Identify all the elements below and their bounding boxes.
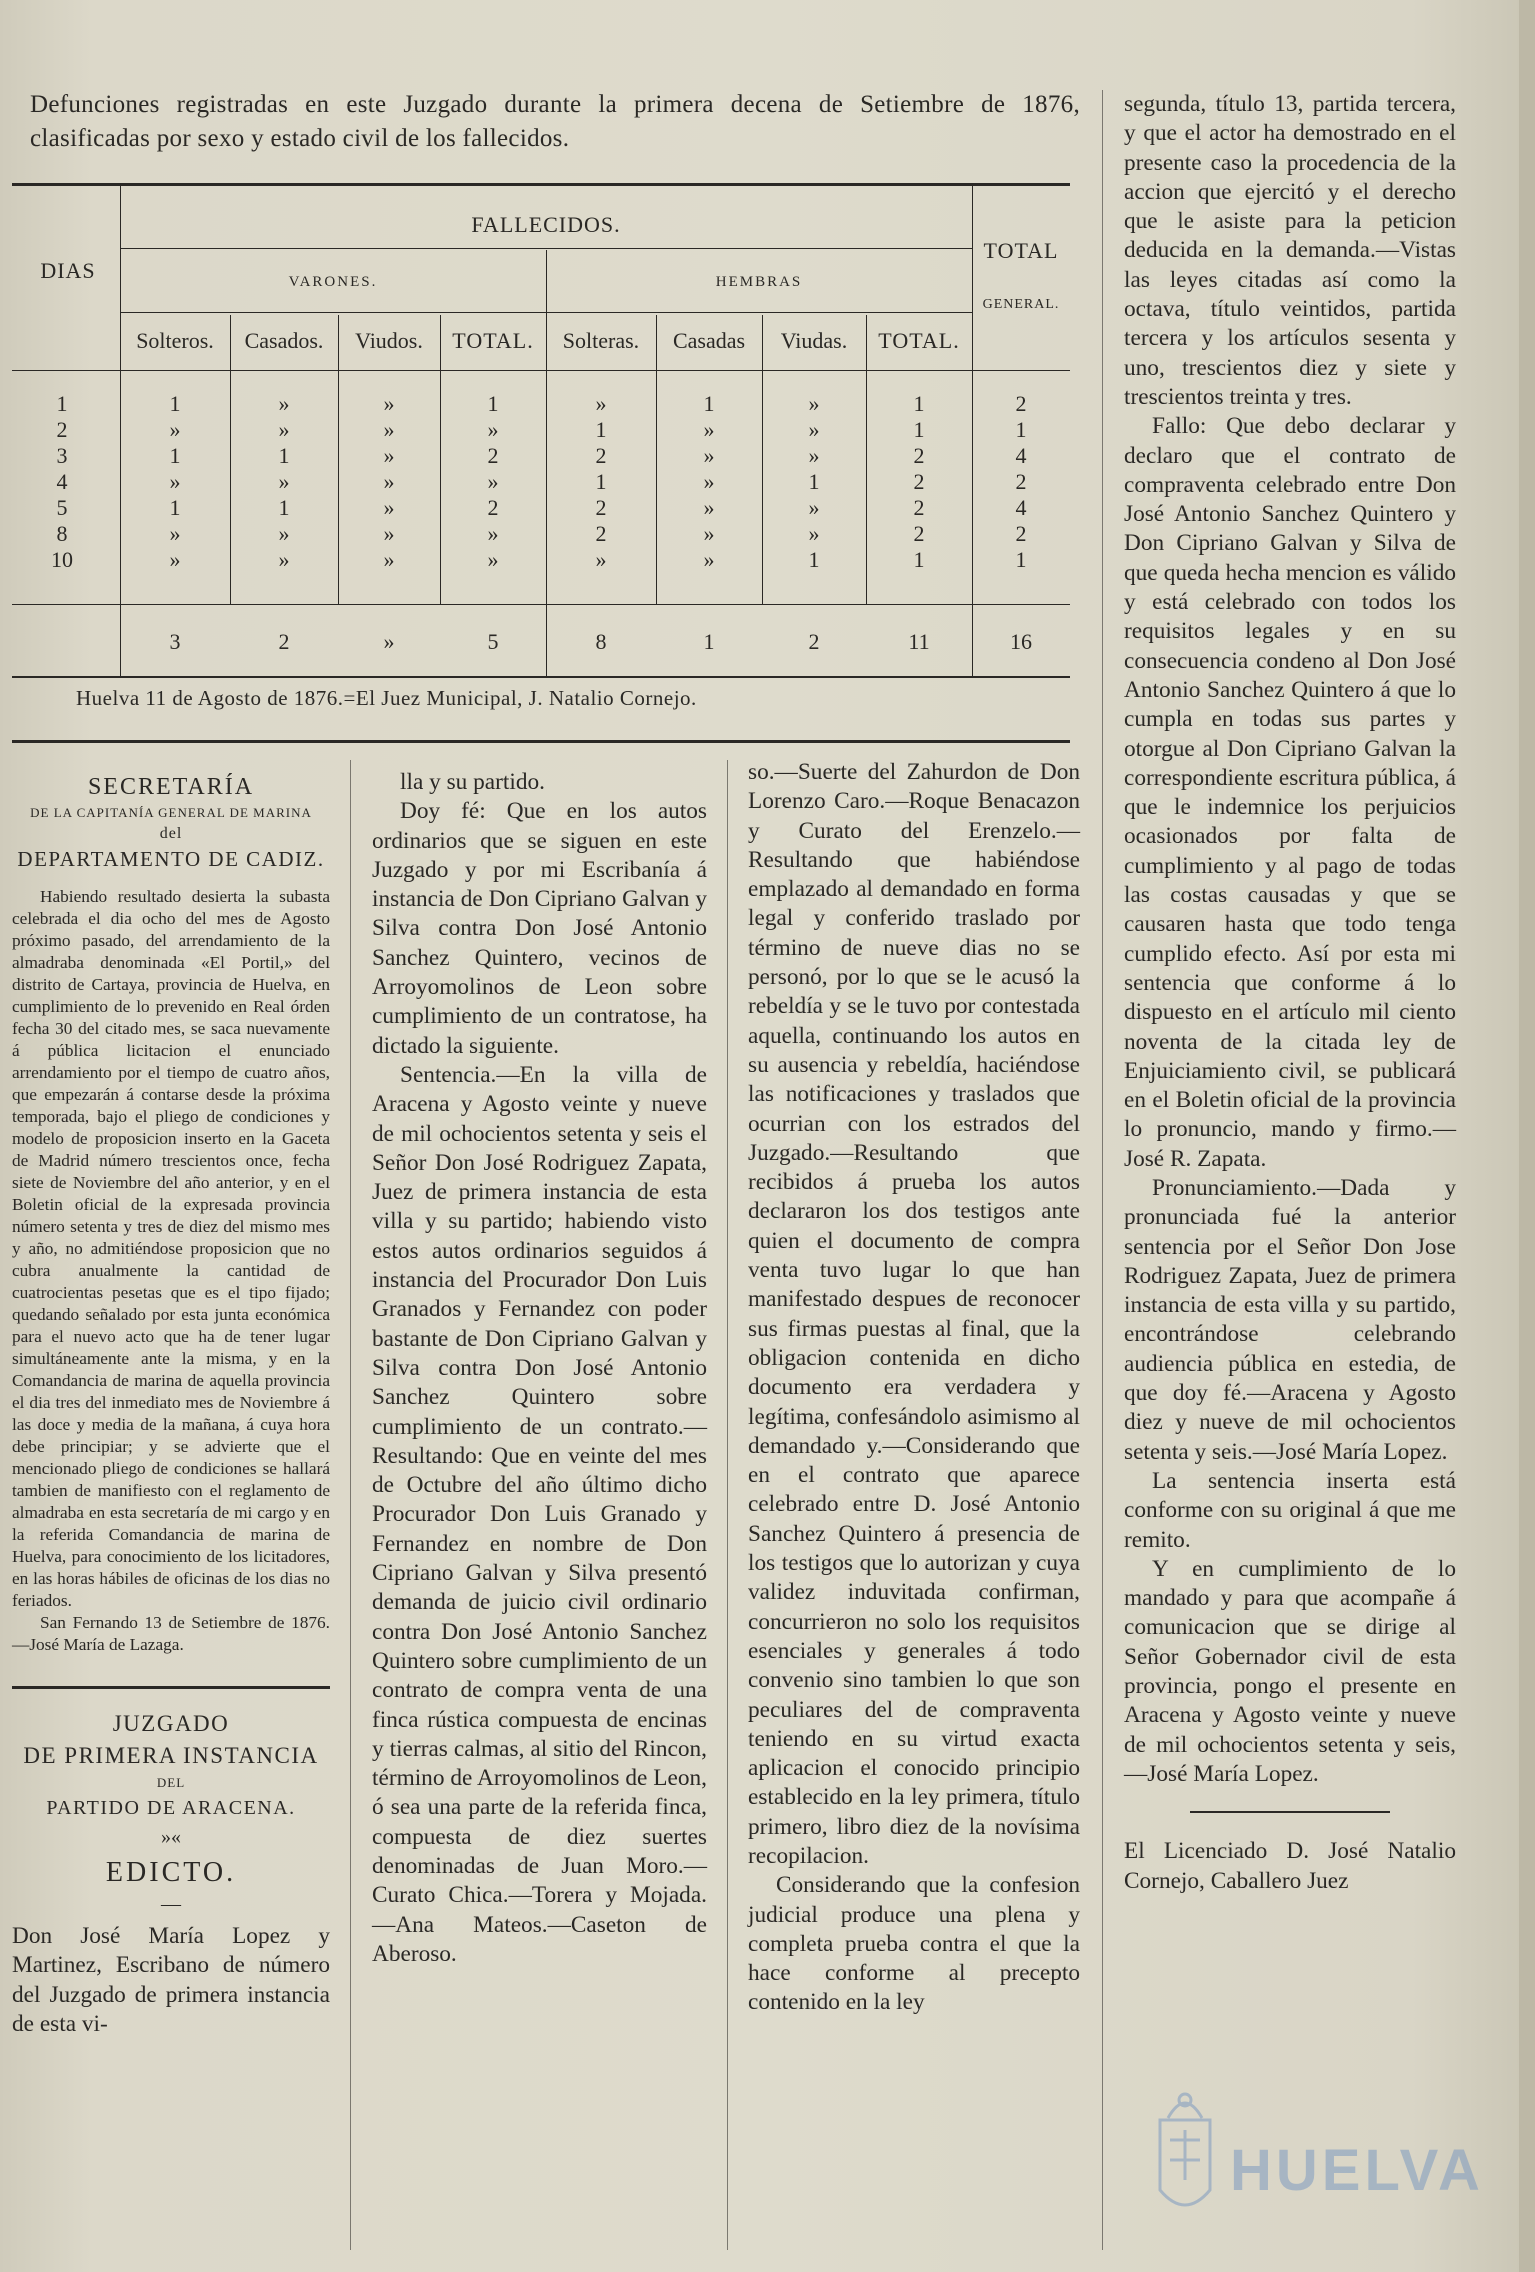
table-cell: 2 [913, 443, 925, 468]
table-vline [656, 315, 657, 605]
table-cell: 2 [913, 521, 925, 546]
table-cell: » [703, 417, 715, 442]
table-hline [120, 312, 972, 313]
juzgado-heading-instancia: DE PRIMERA INSTANCIA [23, 1743, 319, 1768]
table-cell: » [169, 469, 181, 494]
table-cell: » [808, 443, 820, 468]
table-cell: 2 [487, 443, 499, 468]
table-cell: » [169, 417, 181, 442]
table-cell: » [278, 547, 290, 572]
table-cell: » [487, 469, 499, 494]
col4-paragraph: Y en cumplimiento de lo mandado y para que acompañe á comunicacion que se dirige al Señor Gobernador civil de esta provincia, pongo el presente en Aracena y Agosto veinte y nueve de mil ochocientos setenta y seis,—José María Lopez. [1124, 1555, 1456, 1787]
table-cell-total: 3 [169, 629, 181, 654]
table-hline [120, 248, 972, 249]
table-cell: 2 [1015, 469, 1027, 494]
table-cell: » [278, 417, 290, 442]
table-cell: 1 [913, 547, 925, 572]
ornament: »« [161, 1826, 181, 1848]
col4-paragraph: El Licenciado D. José Natalio Cornejo, Caballero Juez [1124, 1838, 1456, 1894]
table-cell: » [595, 391, 607, 416]
table-top-rule [12, 183, 1070, 186]
table-cell-total: 8 [595, 629, 607, 654]
table-cell: 2 [913, 495, 925, 520]
col3-paragraph: Considerando que la confesion judicial produce una plena y completa prueba contra el que la hace conforme al precepto contenido en la ley [748, 1872, 1080, 2016]
col2-paragraph: Doy fé: Que en los autos ordinarios que se siguen en este Juzgado y por mi Escribanía á instancia de Don Cipriano Galvan y Silva contra Don José Antonio Sanchez Quintero, vecinos de Arroyomolinos de Leon sobre cumplimiento de un contratose, ha dictado la siguiente. [372, 798, 707, 1059]
section-separator [12, 1686, 330, 1689]
col-header-viudas: Viudas. [780, 328, 848, 353]
table-bottom-rule [12, 676, 1070, 678]
col4-paragraph: segunda, título 13, partida tercera, y que el actor ha demostrado en el presente caso la procedencia de la accion que ejercitó y el derecho que le asiste para la peticion deducida en la demanda.—Vistas las leyes citadas así como la octava, título veintidos, partida tercera y los artículos sesenta y uno, trescientos diez y siete y trescientos treinta y tres. [1124, 91, 1456, 410]
col-header-casados: Casados. [244, 328, 324, 353]
table-cell-day: 8 [56, 521, 68, 546]
table-vline [762, 315, 763, 605]
col-header-solteros: Solteros. [136, 328, 214, 353]
table-vline [338, 315, 339, 605]
table-cell: » [703, 469, 715, 494]
table-cell: 1 [913, 417, 925, 442]
table-cell: » [703, 443, 715, 468]
table-cell: » [808, 391, 820, 416]
header-general: GENERAL. [982, 297, 1060, 312]
table-cell: 2 [913, 469, 925, 494]
header-hembras: HEMBRAS [715, 274, 803, 290]
header-total: TOTAL [983, 238, 1059, 263]
table-cell: » [383, 547, 395, 572]
table-cell: » [487, 417, 499, 442]
table-cell: » [703, 495, 715, 520]
table-cell: 2 [595, 495, 607, 520]
table-cell: 1 [808, 547, 820, 572]
table-cell: » [383, 417, 395, 442]
table-cell: » [487, 521, 499, 546]
signature-rule [1190, 1811, 1389, 1813]
secretaria-subheading-del: del [159, 825, 183, 842]
table-cell: » [383, 495, 395, 520]
table-vline [440, 315, 441, 605]
table-cell: 2 [595, 443, 607, 468]
column-divider [727, 760, 728, 2250]
table-vline [866, 315, 867, 605]
column-3 [748, 758, 1080, 2018]
table-cell: 1 [169, 495, 181, 520]
section-rule [12, 740, 1070, 743]
table-cell: 1 [278, 495, 290, 520]
table-cell-total: 2 [278, 629, 290, 654]
column-4 [1124, 90, 1456, 1896]
table-cell-day: 10 [51, 547, 73, 572]
table-cell: » [383, 469, 395, 494]
column-divider [1102, 90, 1103, 2250]
table-cell: » [703, 521, 715, 546]
col-header-total-varones: TOTAL. [452, 328, 534, 353]
column-2 [372, 768, 707, 1969]
table-title: Defunciones registradas en este Juzgado durante la primera decena de Setiembre de 1876, clasificadas por sexo y estado civil de los fallecidos. [30, 91, 1080, 152]
edicto-heading: EDICTO. [105, 1857, 237, 1888]
table-cell-total: 5 [487, 629, 499, 654]
table-cell: » [703, 547, 715, 572]
page-edge [1519, 0, 1535, 2272]
juzgado-heading-del: DEL [156, 1775, 186, 1790]
table-cell: 1 [595, 417, 607, 442]
col2-paragraph: lla y su partido. [400, 769, 545, 795]
secretaria-body: Habiendo resultado desierta la subasta celebrada el dia ocho del mes de Agosto próximo pasado, del arrendamiento de la almadraba denominada «El Portil,» del distrito de Cartaya, provincia de Huelva, en cumplimiento de lo prevenido en Real órden fecha 30 del citado mes, se saca nuevamente á pública licitacion el enunciado arrendamiento por el tiempo de cuatro años, que empezarán á contarse desde la próxima temporada, bajo el pliego de condiciones y modelo de proposicion inserto en la Gaceta de Madrid número trescientos once, fecha siete de Noviembre del año anterior, y en el Boletin oficial de la expresada provincia número setenta y tres de diez del mismo mes y año, no admitiéndose proposicion que no cubra anualmente la cantidad de cuatrocientas pesetas que es el tipo fijado; quedando señalado por esta junta económica para el nuevo acto que ha de tener lugar simultáneamente ante la misma, y en la Comandancia de marina de aquella provincia el dia tres del inmediato mes de Noviembre á las doce y media de la mañana, á cuya hora debe principiar; y se advierte que el mencionado pliego de condiciones se hallará tambien de manifiesto con el reglamento de almadraba en esta secretaría de mi cargo y en la referida Comandancia de marina de Huelva, para conocimiento de los licitadores, en las horas hábiles de oficinas de los dias no feriados. [12, 887, 330, 1610]
table-cell: » [487, 547, 499, 572]
col3-paragraph: so.—Suerte del Zahurdon de Don Lorenzo Caro.—Roque Benacazon y Curato del Erenzelo.—Resultando que habiéndose emplazado al demandado en forma legal y conferido traslado por término de nueve dias no se personó, por lo que se le acusó la rebeldía y se le tuvo por contestada aquella, continuando los autos en su ausencia y rebeldía, haciéndose las notificaciones y traslados que ocurrian con los estrados del Juzgado.—Resultando que recibidos á prueba los autos declararon los dos testigos ante quien el documento de compra venta tuvo lugar lo que han manifestado despues de reconocer sus firmas puestas al final, que la obligacion contenida en dicho documento era verdadera y legítima, confesándolo asimismo al demandado y.—Considerando que en el contrato que aparece celebrado entre D. José Antonio Sanchez Quintero á presencia de los testigos que lo autorizan y cuya validez induvitada confirman, concurrieron no solo los requisitos esenciales y generales á todo convenio sino tambien lo que son peculiares del de compraventa teniendo en su virtud exacta aplicacion el conocido principio establecido en la ley primera, título primero, libro diez de la novísima recopilacion. [748, 759, 1080, 1869]
juzgado-partido: PARTIDO DE ARACENA. [46, 1797, 296, 1819]
table-cell: 2 [595, 521, 607, 546]
table-footer: Huelva 11 de Agosto de 1876.=El Juez Municipal, J. Natalio Cornejo. [76, 686, 697, 710]
table-cell: » [169, 521, 181, 546]
table-cell: » [383, 521, 395, 546]
table-cell: 4 [1015, 443, 1027, 468]
table-cell: » [278, 391, 290, 416]
col-header-solteras: Solteras. [562, 328, 640, 353]
secretaria-department: DEPARTAMENTO DE CADIZ. [17, 847, 325, 871]
table-cell: » [595, 547, 607, 572]
table-cell: 1 [278, 443, 290, 468]
column-divider [350, 760, 351, 2250]
header-varones: VARONES. [288, 274, 378, 290]
table-cell: 1 [595, 469, 607, 494]
table-cell: 2 [487, 495, 499, 520]
col-header-total-hembras: TOTAL. [878, 328, 960, 353]
table-cell: » [808, 417, 820, 442]
table-cell-day: 2 [56, 417, 68, 442]
table-cell-total: 1 [703, 629, 715, 654]
table-cell-total: 16 [1010, 629, 1032, 654]
table-cell-total: 11 [908, 629, 930, 654]
table-cell: 1 [1015, 417, 1027, 442]
table-cell: 1 [169, 443, 181, 468]
column-1 [12, 768, 330, 2039]
col4-paragraph: La sentencia inserta está conforme con su original á que me remito. [1124, 1467, 1456, 1553]
header-dias: DIAS [40, 258, 96, 283]
table-cell-day: 1 [56, 391, 68, 416]
table-vline [120, 186, 121, 676]
table-cell: 1 [703, 391, 715, 416]
huelva-watermark-logo [1140, 2070, 1500, 2245]
secretaria-signature: San Fernando 13 de Setiembre de 1876.—José María de Lazaga. [12, 1613, 330, 1654]
table-cell: 1 [169, 391, 181, 416]
watermark-text: HUELVA [1230, 2138, 1484, 2203]
table-cell: 1 [913, 391, 925, 416]
secretaria-subheading: DE LA CAPITANÍA GENERAL DE MARINA [30, 805, 312, 820]
table-cell: 4 [1015, 495, 1027, 520]
table-cell: » [278, 521, 290, 546]
table-cell-day: 5 [56, 495, 68, 520]
col-header-viudos: Viudos. [355, 328, 423, 353]
table-cell-day: 3 [56, 443, 68, 468]
header-fallecidos: FALLECIDOS. [471, 212, 621, 237]
table-hline [12, 370, 1070, 371]
table-cell: » [383, 391, 395, 416]
table-vline [230, 315, 231, 605]
table-cell: 1 [808, 469, 820, 494]
edicto-dash: — [161, 1893, 181, 1915]
table-hline [12, 604, 1070, 605]
table-cell-total: 2 [808, 629, 820, 654]
table-cell: » [169, 547, 181, 572]
table-cell: 2 [1015, 521, 1027, 546]
col4-paragraph: Fallo: Que debo declarar y declaro que el contrato de compraventa celebrado entre Don José Antonio Sanchez Quintero y Don Cipriano Galvan y Silva de que queda hecha mencion es válido y está celebrado con todos los requisitos legales y en su consecuencia condeno al Don José Antonio Sanchez Quintero á que lo cumpla en todas sus partes y otorgue al Don Cipriano Galvan la correspondiente escritura pública, á que le indemnice los perjuicios ocasionados por falta de cumplimiento y al pago de todas las costas causadas y que se causaren hasta que todo tenga cumplido efecto. Así por esta mi sentencia que conforme á lo dispuesto en el artículo mil ciento noventa de la citada ley de Enjuiciamiento civil, se publicará en el Boletin oficial de la provincia lo pronuncio, mando y firmo.—José R. Zapata. [1124, 413, 1456, 1172]
col2-paragraph: Sentencia.—En la villa de Aracena y Agosto veinte y nueve de mil ochocientos setenta y seis el Señor Don José Rodriguez Zapata, Juez de primera instancia de esta villa y su partido; habiendo visto estos autos ordinarios seguidos á instancia del Procurador Don Luis Granados y Fernandez con poder bastante de Don Cipriano Galvan y Silva contra Don José Antonio Sanchez Quintero sobre cumplimiento de un contrato.—Resultando: Que en veinte del mes de Octubre del año último dicho Procurador Don Luis Granado y Fernandez en nombre de Don Cipriano Galvan y Silva presentó demanda de juicio civil ordinario contra Don José Antonio Sanchez Quintero sobre cumplimiento de un contrato de compra venta de una finca rústica compuesta de encinas y tierras calmas, al sitio del Rincon, término de Arroyomolinos de Leon, ó sea una parte de la referida finca, compuesta de diez suertes denominadas de Juan Moro.—Curato Chica.—Torera y Mojada.—Ana Mateos.—Caseton de Aberoso. [372, 1061, 707, 1967]
table-cell: » [278, 469, 290, 494]
edicto-intro: Don José María Lopez y Martinez, Escribano de número del Juzgado de primera instancia de esta vi- [12, 1923, 330, 2037]
table-cell: » [808, 521, 820, 546]
table-cell: » [808, 495, 820, 520]
table-cell-total: » [383, 629, 395, 654]
table-cell: 1 [487, 391, 499, 416]
juzgado-heading: JUZGADO [112, 1711, 230, 1736]
table-cell-day: 4 [56, 469, 68, 494]
col4-paragraph: Pronunciamiento.—Dada y pronunciada fué la anterior sentencia por el Señor Don Jose Rodriguez Zapata, Juez de primera instancia de esta villa y su partido, encontrándose celebrando audiencia pública en estedia, de que doy fé.—Aracena y Agosto diez y nueve de mil ochocientos setenta y seis.—José María Lopez. [1124, 1174, 1456, 1465]
table-cell: 2 [1015, 391, 1027, 416]
table-cell: » [383, 443, 395, 468]
secretaria-heading: SECRETARÍA [87, 774, 255, 800]
table-cell: 1 [1015, 547, 1027, 572]
col-header-casadas: Casadas [672, 328, 746, 353]
table-vline [546, 250, 547, 676]
